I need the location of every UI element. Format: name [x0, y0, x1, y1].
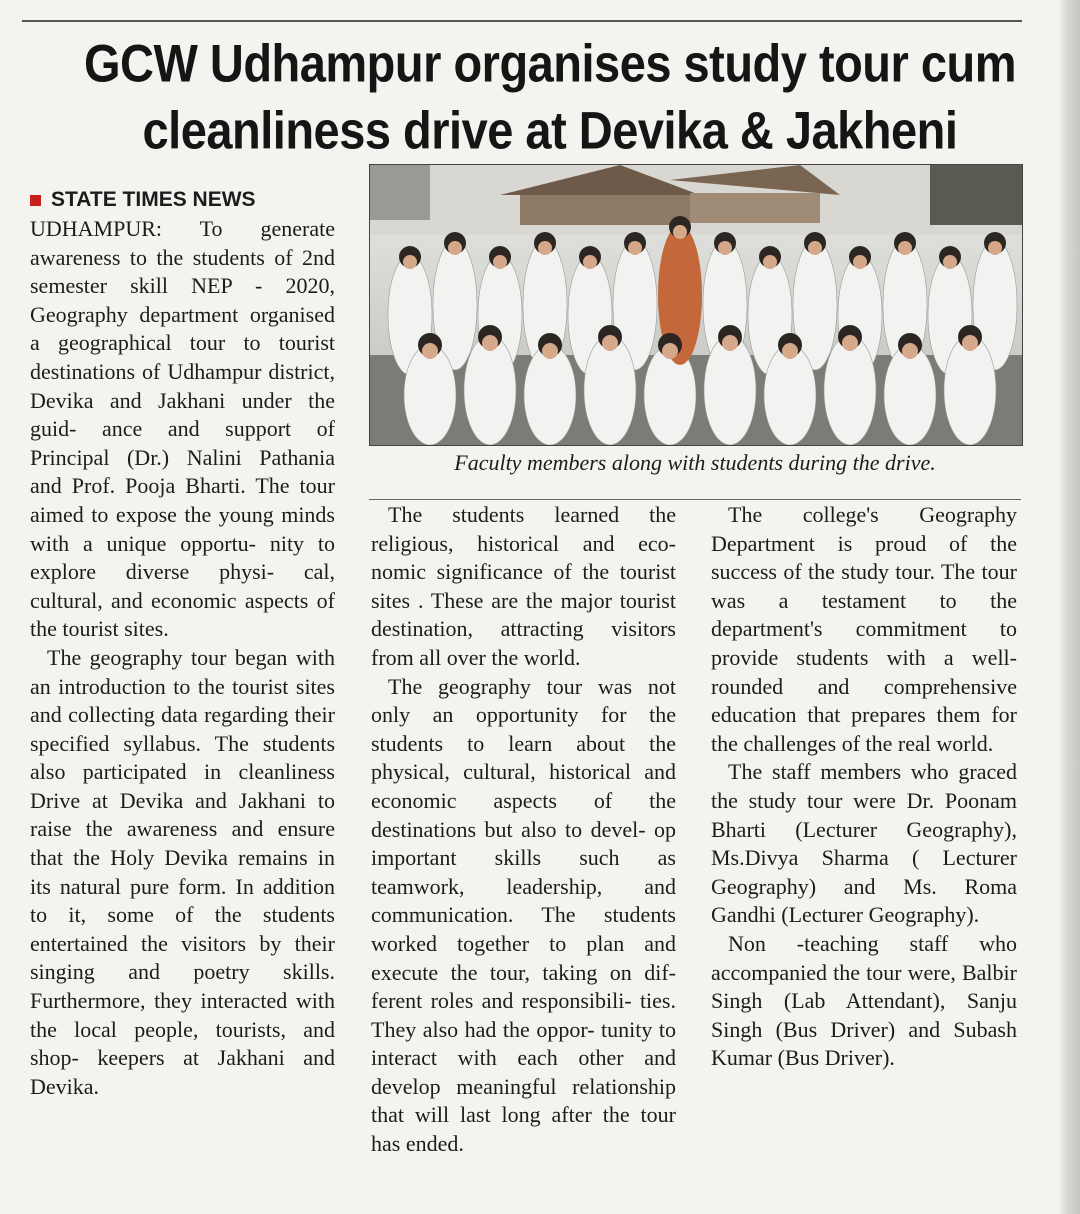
- byline-text: STATE TIMES NEWS: [51, 188, 256, 211]
- page-edge-shadow: [1058, 0, 1080, 1214]
- byline: [30, 186, 256, 214]
- paragraph-intro: UDHAMPUR: To generate awareness to the students of 2nd semester skill NEP - 2020, Geography department organised a geographical tour to tourist destinations of Udhampur district, Devika and Jakhani under the guid- ance and support of Principal (Dr.) Nalini Pathania and Prof. Pooja Bharti. The tour aimed to expose the young minds with a unique opportu- nity to explore diverse physi- cal, cultural, and economic aspects of the tourist sites.: [30, 216, 335, 642]
- column-3: [711, 501, 1017, 1073]
- next-article-fragment: [30, 1206, 1020, 1214]
- paragraph-department-proud: The college's Geography Department is proud of the success of the study tour. The tour was a testament to the department's commitment to provide students with a well- rounded and comprehensive education that prepares them for the challenges of the real world.: [711, 502, 1017, 756]
- column-2: [371, 501, 676, 1159]
- news-photo: [369, 164, 1023, 446]
- caption-rule: [369, 499, 1021, 500]
- paragraph-opportunity: The geography tour was not only an opportunity for the students to learn about the physical, cultural, historical and economic aspects of the destinations but also to devel- op important skills such as teamwork, leadership, and communication. The students worked together to plan and execute the tour, taking on dif- ferent roles and responsibili- ties. They also had the oppor- tunity to interact with each other and develop meaningful relationship that will last long after the tour has ended.: [371, 673, 676, 1157]
- headline: [20, 30, 1080, 164]
- top-rule: [22, 20, 1022, 22]
- group-photo-illustration: [370, 165, 1022, 445]
- paragraph-significance: The students learned the religious, historical and eco- nomic significance of the tourist sites . These are the major tourist destination, attracting visitors from all over the world.: [371, 502, 676, 670]
- column-1: [30, 215, 335, 1101]
- photo-caption: Faculty members along with students during the drive.: [454, 450, 936, 475]
- paragraph-tour-began: The geography tour began with an introduction to the tourist sites and collecting data regarding their specified syllabus. The students also participated in cleanliness Drive at Devika and Jakhani to raise the awareness and ensure that the Holy Devika remains in its natural pure form. In addition to it, some of the students entertained the visitors by their singing and poetry skills. Furthermore, they interacted with the local people, tourists, and shop- keepers at Jakhani and Devika.: [30, 644, 335, 1099]
- headline-line-1: GCW Udhampur organises study tour cum: [83, 33, 1017, 93]
- byline-marker-icon: [30, 195, 41, 206]
- headline-line-2: cleanliness drive at Devika & Jakheni: [142, 100, 958, 160]
- paragraph-staff-members: The staff members who graced the study tour were Dr. Poonam Bharti (Lecturer Geography), Ms.Divya Sharma ( Lecturer Geography) and Ms. Roma Gandhi (Lecturer Geography).: [711, 759, 1017, 928]
- paragraph-non-teaching-staff: Non -teaching staff who accompanied the tour were, Balbir Singh (Lab Attendant), Sanju Singh (Bus Driver) and Subash Kumar (Bus Driver).: [711, 930, 1017, 1071]
